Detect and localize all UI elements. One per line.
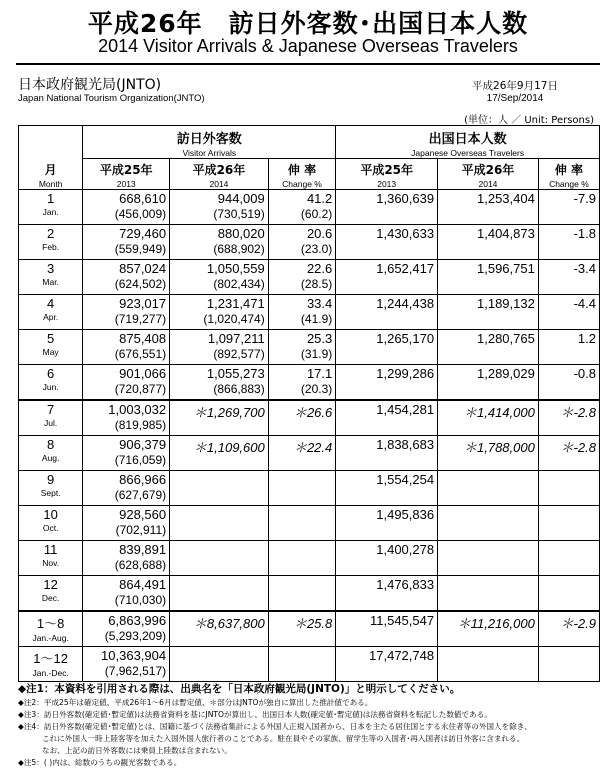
visitor-change-cell: 41.2 (60.2) xyxy=(268,190,336,225)
footnote-2: ◆注2：平成25年は確定値、平成26年1～6月は暫定値、＊部分はJNTOが独自に算出した推計値である。 xyxy=(18,698,373,707)
visitor-2014-cell: ＊1,269,700 xyxy=(170,400,269,436)
footnote-4-cont-1: これに外国人一時上陸客等を加えた入国外国人旅行者のことである。駐在員やその家族、留学生等の入国者･再入国者は訪日外客に含まれる。 xyxy=(42,734,525,743)
overseas-2013-cell: 11,545,547 xyxy=(336,611,438,647)
visitor-change-cell: ＊25.8 xyxy=(268,611,336,647)
overseas-2014-cell: 1,596,751 xyxy=(438,260,539,295)
visitor-change-cell: 22.6 (28.5) xyxy=(268,260,336,295)
visitor-change-cell xyxy=(268,541,336,576)
unit-label: (単位：人 ／ Unit: Persons) xyxy=(464,115,594,126)
overseas-2013-cell: 1,554,254 xyxy=(336,471,438,506)
visitor-change-cell xyxy=(268,576,336,612)
table-row xyxy=(19,330,600,365)
visitor-2014-header: 平成26年 2014 xyxy=(170,159,269,190)
table-body xyxy=(19,190,600,682)
table-row xyxy=(19,295,600,330)
overseas-change-cell xyxy=(538,471,599,506)
footnote-3: ◆注3：訪日外客数(確定値･暫定値)は法務省資料を基にJNTOが算出し、出国日本人数(確定値･暫定値)は法務省資料を転記した数値である。 xyxy=(18,710,492,719)
table-row xyxy=(19,400,600,436)
visitor-2014-cell xyxy=(170,471,269,506)
visitor-change-cell: 25.3 (31.9) xyxy=(268,330,336,365)
overseas-change-cell: -3.4 xyxy=(538,260,599,295)
overseas-change-header: 伸 率 Change % xyxy=(538,159,599,190)
month-cell: 2 Feb. xyxy=(19,225,83,260)
visitor-2013-cell: 10,363,904 (7,962,517) xyxy=(83,647,170,682)
month-cell: 1～8 Jan.-Aug. xyxy=(19,611,83,647)
overseas-change-cell: ＊-2.8 xyxy=(538,436,599,471)
overseas-change-cell xyxy=(538,506,599,541)
organization-name-jp: 日本政府観光局(JNTO) xyxy=(18,77,162,93)
visitor-2013-cell: 875,408 (676,551) xyxy=(83,330,170,365)
overseas-2013-cell: 1,838,683 xyxy=(336,436,438,471)
table-row xyxy=(19,506,600,541)
overseas-2013-cell: 1,360,639 xyxy=(336,190,438,225)
visitor-2013-cell: 928,560 (702,911) xyxy=(83,506,170,541)
overseas-2014-cell: 1,289,029 xyxy=(438,365,539,401)
footnote-1: ◆注1：本資料を引用される際は、出典名を「日本政府観光局(JNTO)」と明示してください。 xyxy=(18,683,461,695)
visitor-change-cell: ＊22.4 xyxy=(268,436,336,471)
visitor-2013-cell: 901,066 (720,877) xyxy=(83,365,170,401)
visitor-change-cell: 20.6 (23.0) xyxy=(268,225,336,260)
month-cell: 5 May xyxy=(19,330,83,365)
overseas-2013-cell: 1,495,836 xyxy=(336,506,438,541)
visitor-2013-cell: 906,379 (716,059) xyxy=(83,436,170,471)
month-cell: 1 Jan. xyxy=(19,190,83,225)
footnote-4-cont-2: なお、上記の訪日外客数には乗員上陸数は含まれない。 xyxy=(42,746,232,755)
overseas-change-cell: -1.8 xyxy=(538,225,599,260)
visitor-2013-cell: 729,460 (559,949) xyxy=(83,225,170,260)
overseas-2013-header: 平成25年 2013 xyxy=(336,159,438,190)
table-row xyxy=(19,611,600,647)
overseas-change-cell xyxy=(538,541,599,576)
visitor-2013-cell: 923,017 (719,277) xyxy=(83,295,170,330)
footnote-5: ◆注5：( )内は、総数のうちの観光客数である。 xyxy=(18,758,182,767)
header-row-main xyxy=(19,126,600,159)
overseas-2014-cell: 1,404,873 xyxy=(438,225,539,260)
overseas-2013-cell: 1,299,286 xyxy=(336,365,438,401)
overseas-change-cell: -4.4 xyxy=(538,295,599,330)
overseas-change-cell: -7.9 xyxy=(538,190,599,225)
overseas-2013-cell: 1,476,833 xyxy=(336,576,438,612)
visitor-2013-cell: 866,966 (627,679) xyxy=(83,471,170,506)
organization-name-en: Japan National Tourism Organization(JNTO) xyxy=(18,93,205,104)
visitor-2013-cell: 668,610 (456,009) xyxy=(83,190,170,225)
publish-date-en: 17/Sep/2014 xyxy=(486,93,544,104)
publish-date-jp: 平成26年9月17日 xyxy=(472,80,558,92)
overseas-2014-cell: ＊1,788,000 xyxy=(438,436,539,471)
visitor-change-header: 伸 率 Change % xyxy=(268,159,336,190)
visitor-2014-cell xyxy=(170,506,269,541)
footnotes xyxy=(18,681,608,769)
visitor-2014-cell: 1,050,559 (802,434) xyxy=(170,260,269,295)
overseas-2013-cell: 1,454,281 xyxy=(336,400,438,436)
title-rule xyxy=(16,63,600,65)
visitor-2014-cell: 880,020 (688,902) xyxy=(170,225,269,260)
table-row xyxy=(19,541,600,576)
visitor-2013-cell: 6,863,996 (5,293,209) xyxy=(83,611,170,647)
month-cell: 6 Jun. xyxy=(19,365,83,401)
overseas-2014-cell xyxy=(438,647,539,682)
page-subtitle: 2014 Visitor Arrivals & Japanese Overseas Travelers xyxy=(98,36,518,56)
overseas-2014-cell: ＊11,216,000 xyxy=(438,611,539,647)
overseas-2013-cell: 1,652,417 xyxy=(336,260,438,295)
visitor-2013-header: 平成25年 2013 xyxy=(83,159,170,190)
month-cell: 9 Sept. xyxy=(19,471,83,506)
overseas-2014-cell xyxy=(438,506,539,541)
table-row xyxy=(19,647,600,682)
overseas-travelers-header: 出国日本人数 Japanese Overseas Travelers xyxy=(336,126,600,159)
visitor-2013-cell: 1,003,032 (819,985) xyxy=(83,400,170,436)
month-header: 月 Month xyxy=(19,159,83,190)
visitor-change-cell xyxy=(268,506,336,541)
overseas-change-cell xyxy=(538,647,599,682)
month-cell: 7 Jul. xyxy=(19,400,83,436)
overseas-2013-cell: 1,244,438 xyxy=(336,295,438,330)
visitor-2013-cell: 839,891 (628,688) xyxy=(83,541,170,576)
visitor-2013-cell: 864,491 (710,030) xyxy=(83,576,170,612)
visitor-arrivals-header: 訪日外客数 Visitor Arrivals xyxy=(83,126,336,159)
month-cell: 1～12 Jan.-Dec. xyxy=(19,647,83,682)
overseas-change-cell: ＊-2.9 xyxy=(538,611,599,647)
overseas-2013-cell: 1,265,170 xyxy=(336,330,438,365)
overseas-change-cell xyxy=(538,576,599,612)
footnote-4: ◆注4：訪日外客数(確定値･暫定値)とは、国籍に基づく法務省集計による外国人正規入国者から、日本を主たる居住国とする永住者等の外国人を除き、 xyxy=(18,722,532,731)
visitor-2014-cell: ＊8,637,800 xyxy=(170,611,269,647)
month-cell: 4 Apr. xyxy=(19,295,83,330)
table-row xyxy=(19,260,600,295)
table-row xyxy=(19,436,600,471)
visitor-2014-cell: 1,097,211 (892,577) xyxy=(170,330,269,365)
visitor-2014-cell: ＊1,109,600 xyxy=(170,436,269,471)
visitor-2014-cell xyxy=(170,576,269,612)
visitor-2013-cell: 857,024 (624,502) xyxy=(83,260,170,295)
visitor-2014-cell: 1,055,273 (866,883) xyxy=(170,365,269,401)
month-cell: 12 Dec. xyxy=(19,576,83,612)
overseas-2013-cell: 1,430,633 xyxy=(336,225,438,260)
visitor-change-cell: 33.4 (41.9) xyxy=(268,295,336,330)
overseas-change-cell: -0.8 xyxy=(538,365,599,401)
visitor-2014-cell: 944,009 (730,519) xyxy=(170,190,269,225)
visitor-change-cell xyxy=(268,647,336,682)
table-row xyxy=(19,576,600,612)
visitor-change-cell: ＊26.6 xyxy=(268,400,336,436)
visitor-2014-cell: 1,231,471 (1,020,474) xyxy=(170,295,269,330)
overseas-2014-header: 平成26年 2014 xyxy=(438,159,539,190)
visitor-change-cell xyxy=(268,471,336,506)
overseas-2014-cell: ＊1,414,000 xyxy=(438,400,539,436)
overseas-2013-cell: 17,472,748 xyxy=(336,647,438,682)
overseas-2014-cell xyxy=(438,576,539,612)
overseas-2014-cell: 1,280,765 xyxy=(438,330,539,365)
overseas-change-cell: ＊-2.8 xyxy=(538,400,599,436)
table-row xyxy=(19,471,600,506)
overseas-2014-cell: 1,253,404 xyxy=(438,190,539,225)
visitor-2014-cell xyxy=(170,647,269,682)
overseas-2013-cell: 1,400,278 xyxy=(336,541,438,576)
month-cell: 3 Mar. xyxy=(19,260,83,295)
overseas-2014-cell xyxy=(438,471,539,506)
overseas-2014-cell: 1,189,132 xyxy=(438,295,539,330)
month-cell: 11 Nov. xyxy=(19,541,83,576)
visitor-change-cell: 17.1 (20.3) xyxy=(268,365,336,401)
table-row xyxy=(19,365,600,401)
table-row xyxy=(19,190,600,225)
month-cell: 8 Aug. xyxy=(19,436,83,471)
table-row xyxy=(19,225,600,260)
overseas-change-cell: 1.2 xyxy=(538,330,599,365)
header-row-sub xyxy=(19,159,600,190)
statistics-table xyxy=(18,125,600,682)
overseas-2014-cell xyxy=(438,541,539,576)
visitor-2014-cell xyxy=(170,541,269,576)
page-title: 平成26年 訪日外客数･出国日本人数 xyxy=(87,9,529,38)
month-cell: 10 Oct. xyxy=(19,506,83,541)
